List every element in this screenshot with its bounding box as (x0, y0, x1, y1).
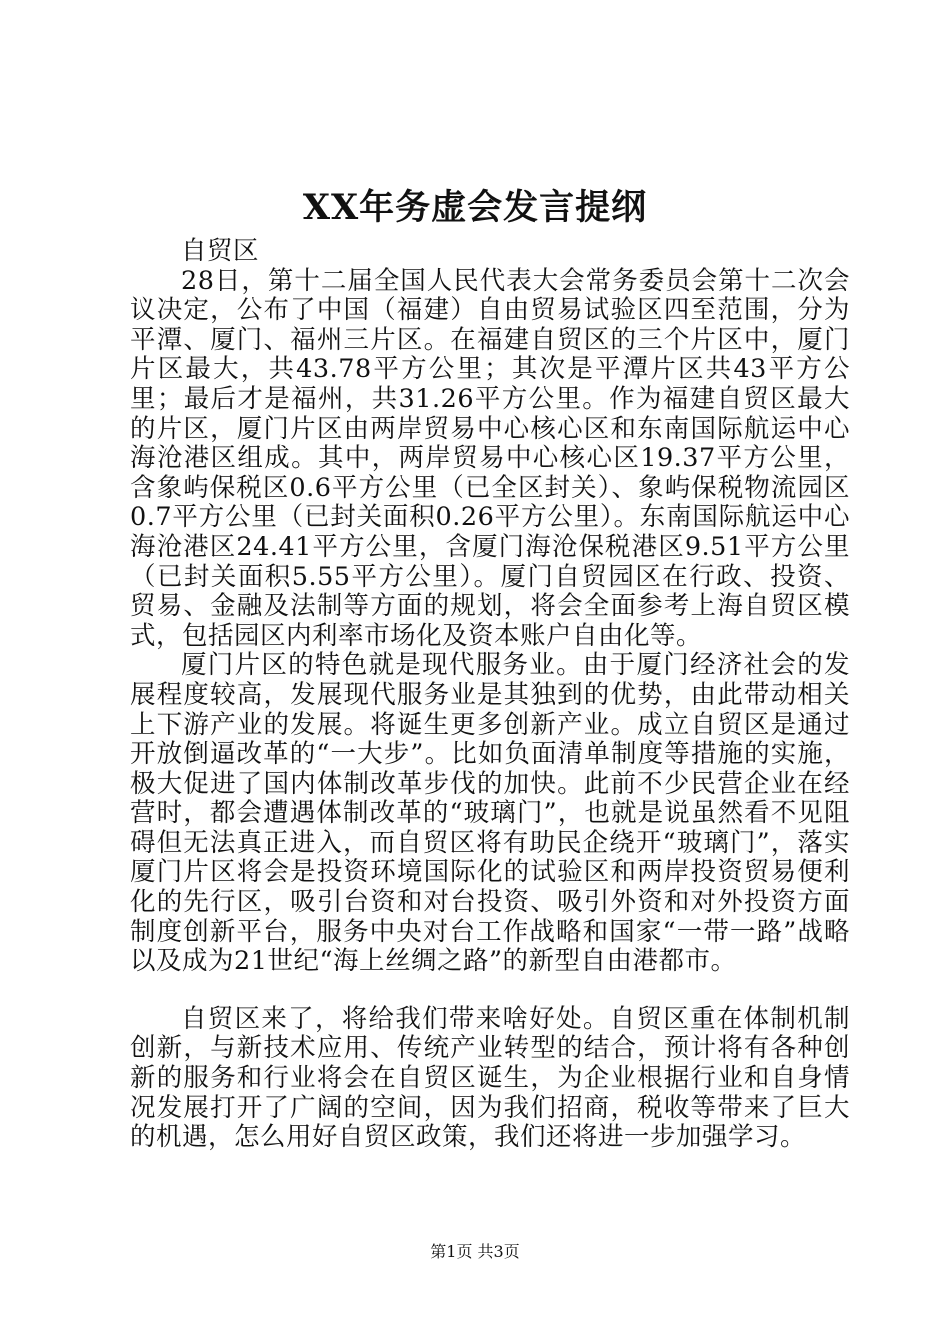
paragraph-spacer (130, 977, 850, 1005)
page-footer: 第1页 共3页 (430, 1242, 520, 1261)
document-title: XX年务虚会发言提纲 (302, 187, 648, 228)
paragraph: 厦门片区的特色就是现代服务业。由于厦门经济社会的发展程度较高，发展现代服务业是其独到的优势，由此带动相关上下游产业的发展。将诞生更多创新产业。成立自贸区是通过开放倒逼改革的“一大步”。比如负面清单制度等措施的实施，极大促进了国内体制改革步伐的加快。此前不少民营企业在经营时，都会遭遇体制改革的“玻璃门”，也就是说虽然看不见阻碍但无法真正进入，而自贸区将有助民企绕开“玻璃门”，落实厦门片区将会是投资环境国际化的试验区和两岸投资贸易便利化的先行区，吸引台资和对台投资、吸引外资和对外投资方面制度创新平台，服务中央对台工作战略和国家“一带一路”战略以及成为21世纪“海上丝绸之路”的新型自由港都市。 (130, 650, 850, 977)
paragraph: 28日，第十二届全国人民代表大会常务委员会第十二次会议决定，公布了中国（福建）自由贸易试验区四至范围，分为平潭、厦门、福州三片区。在福建自贸区的三个片区中，厦门片区最大，共43.78平方公里；其次是平潭片区共43平方公里；最后才是福州，共31.26平方公里。作为福建自贸区最大的片区，厦门片区由两岸贸易中心核心区和东南国际航运中心海沧港区组成。其中，两岸贸易中心核心区19.37平方公里，含象屿保税区0.6平方公里（已全区封关）、象屿保税物流园区0.7平方公里（已封关面积0.26平方公里）。东南国际航运中心海沧港区24.41平方公里，含厦门海沧保税港区9.51平方公里（已封关面积5.55平方公里）。厦门自贸园区在行政、投资、贸易、金融及法制等方面的规划，将会全面参考上海自贸区模式，包括园区内利率市场化及资本账户自由化等。 (130, 265, 850, 651)
paragraph: 自贸区来了，将给我们带来啥好处。自贸区重在体制机制创新，与新技术应用、传统产业转型的结合，预计将有各种创新的服务和行业将会在自贸区诞生，为企业根据行业和自身情况发展打开了广阔的空间，因为我们招商，税收等带来了巨大的机遇，怎么用好自贸区政策，我们还将进一步加强学习。 (130, 1003, 850, 1153)
document-body (130, 237, 850, 1153)
paragraph-heading: 自贸区 (181, 236, 260, 266)
